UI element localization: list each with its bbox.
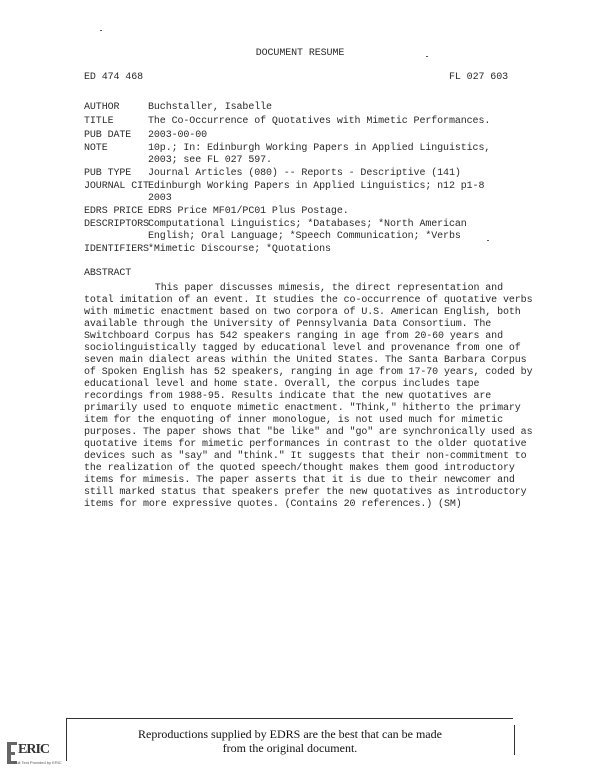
field-value-title: The Co-Occurrence of Quotatives with Mimetic Performances. (148, 116, 491, 127)
field-value-note: 10p.; In: Edinburgh Working Papers in Applied Linguistics, 2003; see FL 027 597. (148, 143, 491, 166)
field-value-pub-type: Journal Articles (080) -- Reports - Descriptive (141) (148, 168, 461, 179)
field-value-journal-cit: Edinburgh Working Papers in Applied Linguistics; n12 p1-8 2003 (148, 181, 485, 204)
field-label-pub-date: PUB DATE (84, 130, 132, 141)
scan-speck (426, 56, 428, 57)
scan-speck (487, 240, 489, 241)
clearinghouse-number: FL 027 603 (448, 72, 508, 83)
field-label-identifiers: IDENTIFIERS (84, 244, 149, 255)
abstract-text: This paper discusses mimesis, the direct representation and total imitation of an event. It studies the co-occurrence of quotative verbs with mimetic enactment based on two corpora of U.S. American English, both available through the University of Pennsylvania Data Consortium. The Switchboard Corpus has 542 speakers ranging in age from 20-60 years and sociolinguistically tagged by educational level and provenance from one of seven main dialect areas within the United States. The Santa Barbara Corpus of Spoken English has 52 speakers, ranging in age from 17-70 years, coded by educational level and home state. Overall, the corpus includes tape recordings from 1988-95. Results indicate that the new quotatives are primarily used to enquote mimetic enactment. "Think," hitherto the primary item for the enquoting of inner monologue, is not used much for mimetic purposes. The paper shows that "be like" and "go" are synchronically used as quotative items for mimetic performances in contrast to the older quotative devices such as "say" and "think." It suggests that their non-commitment to the realization of the quoted speech/thought makes them good introductory items for mimesis. The paper asserts that it is due to their newcomer and still marked status that speakers prefer the new quotatives as introductory items for more expressive quotes. (Contains 20 references.) (SM) (84, 283, 533, 510)
eric-logo-text: ERIC (18, 742, 50, 757)
field-value-author: Buchstaller, Isabelle (148, 102, 272, 113)
field-value-identifiers: *Mimetic Discourse; *Quotations (148, 244, 331, 255)
field-label-author: AUTHOR (84, 102, 120, 113)
field-label-edrs-price: EDRS PRICE (84, 206, 144, 217)
reproduction-notice-box (66, 718, 513, 761)
ed-number: ED 474 468 (84, 72, 144, 83)
abstract-label: ABSTRACT (84, 268, 132, 279)
box-edge (514, 725, 515, 755)
eric-logo-subtext: Full Text Provided by ERIC (14, 760, 62, 765)
scan-speck (100, 30, 102, 31)
field-label-journal-cit: JOURNAL CIT (84, 181, 149, 192)
reproduction-notice-line1: Reproductions supplied by EDRS are the best that can be made (138, 727, 442, 741)
field-value-pub-date: 2003-00-00 (148, 130, 208, 141)
document-title: DOCUMENT RESUME (255, 48, 345, 59)
reproduction-notice-line2: from the original document. (222, 741, 358, 755)
field-value-descriptors: Computational Linguistics; *Databases; *North American English; Oral Language; *Speech Communication; *Verbs (148, 219, 467, 242)
field-label-note: NOTE (84, 143, 108, 154)
field-label-descriptors: DESCRIPTORS (84, 219, 149, 230)
field-label-pub-type: PUB TYPE (84, 168, 132, 179)
field-value-edrs-price: EDRS Price MF01/PC01 Plus Postage. (148, 206, 349, 217)
field-label-title: TITLE (84, 116, 114, 127)
